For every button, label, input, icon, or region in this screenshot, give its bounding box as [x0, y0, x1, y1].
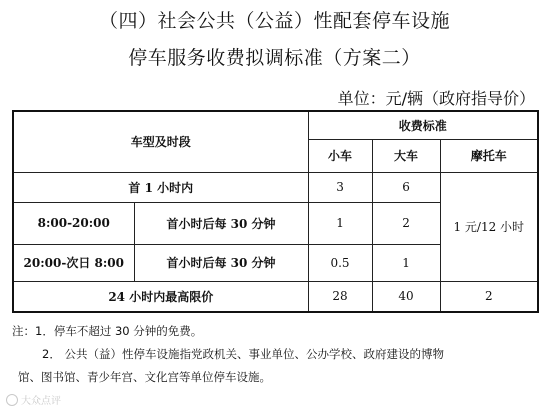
- daily-cap-moto-value: 2: [440, 281, 538, 312]
- header-fee-standard: 收费标准: [308, 111, 538, 139]
- header-motorcycle: 摩托车: [440, 139, 538, 172]
- day-rate-label: 首小时后每 30 分钟: [134, 202, 308, 244]
- day-period-label: 8:00-20:00: [13, 202, 134, 244]
- day-large-value: 2: [372, 202, 440, 244]
- night-rate-label: 首小时后每 30 分钟: [134, 244, 308, 281]
- daily-cap-small-value: 28: [308, 281, 372, 312]
- first-hour-large-value: 6: [372, 172, 440, 202]
- first-hour-small-value: 3: [308, 172, 372, 202]
- watermark: [6, 392, 61, 407]
- night-small-value: 0.5: [308, 244, 372, 281]
- unit-label: 单位：元/辆（政府指导价）: [337, 89, 535, 108]
- header-vehicle-period: 车型及时段: [13, 111, 308, 172]
- night-period-label: 20:00-次日 8:00: [13, 244, 134, 281]
- header-small-car: 小车: [308, 139, 372, 172]
- notes-section: [12, 320, 542, 389]
- watermark-text: 大众点评: [21, 396, 61, 407]
- row-first-hour-label: 首 1 小时内: [13, 172, 308, 202]
- watermark-logo-icon: [6, 394, 18, 406]
- note-2-continued: 馆、图书馆、青少年宫、文化宫等单位停车设施。: [18, 370, 271, 384]
- fee-table: [12, 110, 539, 313]
- day-small-value: 1: [308, 202, 372, 244]
- header-large-car: 大车: [372, 139, 440, 172]
- daily-cap-large-value: 40: [372, 281, 440, 312]
- motorcycle-rate-value: 1 元/12 小时: [440, 172, 538, 281]
- note-1: 注：1．停车不超过 30 分钟的免费。: [12, 324, 203, 338]
- document-title-line1: （四）社会公共（公益）性配套停车设施: [98, 10, 450, 32]
- night-large-value: 1: [372, 244, 440, 281]
- daily-cap-label: 24 小时内最高限价: [13, 281, 308, 312]
- note-2: 2． 公共（益）性停车设施指党政机关、事业单位、公办学校、政府建设的博物: [42, 347, 444, 361]
- document-title-line2: 停车服务收费拟调标准（方案二）: [128, 47, 421, 69]
